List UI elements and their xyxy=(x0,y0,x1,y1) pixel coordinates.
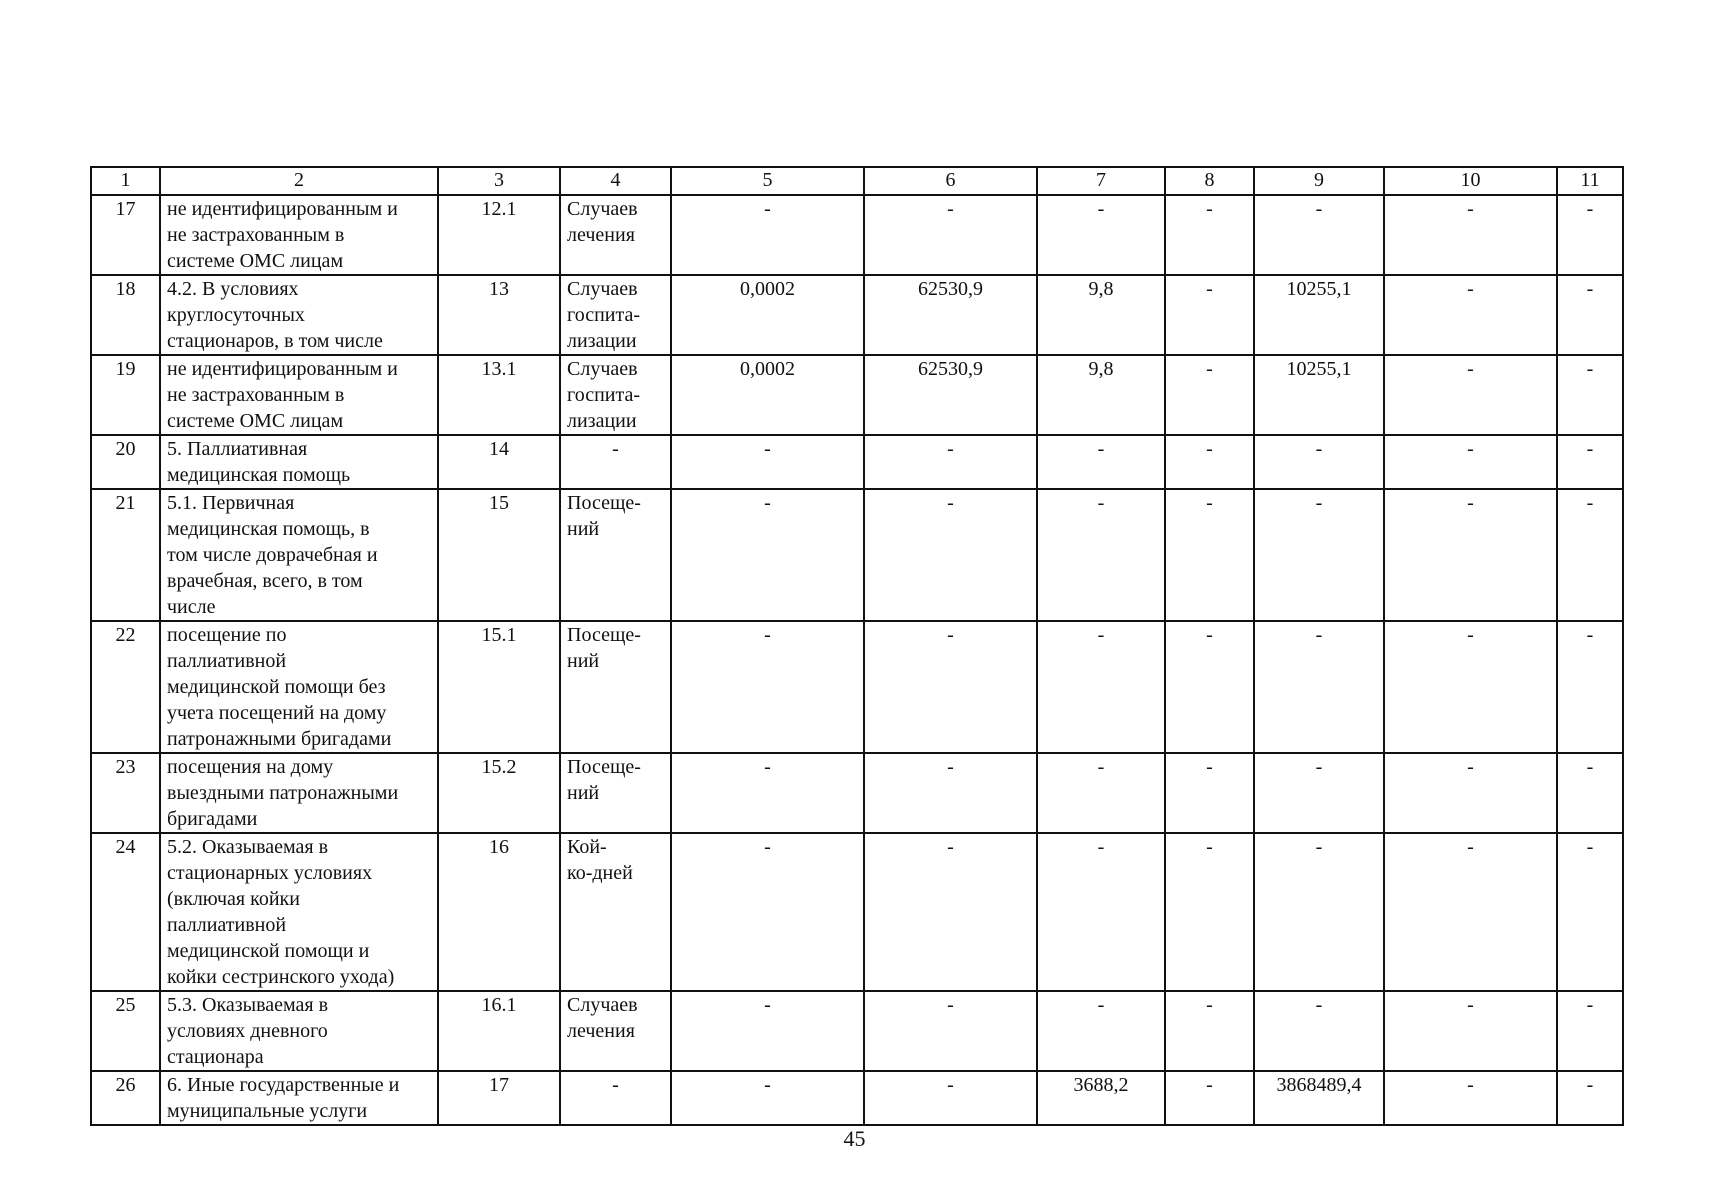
row-unit-cell-line: лизации xyxy=(567,330,637,352)
row-name-cell-line: посещение по xyxy=(167,624,287,646)
row-name-cell-line: бригадами xyxy=(167,808,258,830)
row-unit-cell-line: Посеще- xyxy=(567,756,641,778)
value-cell-9: - xyxy=(1254,195,1384,275)
row-name-cell-line: стационара xyxy=(167,1046,264,1068)
row-name-cell xyxy=(160,753,438,833)
value-cell-11: - xyxy=(1557,195,1623,275)
value-cell-8: - xyxy=(1165,1071,1254,1125)
row-name-cell-line: врачебная, всего, в том xyxy=(167,570,363,592)
table-row xyxy=(91,1071,1623,1125)
value-cell-10: - xyxy=(1384,435,1557,489)
row-unit-cell xyxy=(560,621,671,753)
row-name-cell-line: числе xyxy=(167,596,216,618)
row-number-cell: 19 xyxy=(91,355,160,435)
row-name-cell-line: системе ОМС лицам xyxy=(167,410,344,432)
row-code-cell: 15 xyxy=(438,489,560,621)
value-cell-7: - xyxy=(1037,991,1165,1071)
row-unit-cell-line: Случаев xyxy=(567,358,638,380)
value-cell-5: 0,0002 xyxy=(671,275,864,355)
value-cell-11: - xyxy=(1557,489,1623,621)
value-cell-8: - xyxy=(1165,833,1254,991)
value-cell-8: - xyxy=(1165,489,1254,621)
value-cell-6: - xyxy=(864,753,1037,833)
value-cell-11: - xyxy=(1557,621,1623,753)
column-header-7: 7 xyxy=(1037,167,1165,195)
value-cell-8: - xyxy=(1165,275,1254,355)
table-row xyxy=(91,195,1623,275)
row-name-cell-line: (включая койки xyxy=(167,888,300,910)
value-cell-10: - xyxy=(1384,991,1557,1071)
row-name-cell-line: учета посещений на дому xyxy=(167,702,387,724)
row-name-cell xyxy=(160,621,438,753)
table-row xyxy=(91,489,1623,621)
row-unit-cell-line: Посеще- xyxy=(567,624,641,646)
value-cell-8: - xyxy=(1165,355,1254,435)
value-cell-11: - xyxy=(1557,753,1623,833)
row-unit-cell: - xyxy=(560,1071,671,1125)
value-cell-9: 3868489,4 xyxy=(1254,1071,1384,1125)
row-name-cell-line: патронажными бригадами xyxy=(167,728,392,750)
row-number-cell: 17 xyxy=(91,195,160,275)
value-cell-7: - xyxy=(1037,621,1165,753)
table-row xyxy=(91,621,1623,753)
value-cell-11: - xyxy=(1557,991,1623,1071)
table-row xyxy=(91,753,1623,833)
column-header-5: 5 xyxy=(671,167,864,195)
value-cell-11: - xyxy=(1557,275,1623,355)
row-number-cell: 26 xyxy=(91,1071,160,1125)
row-unit-cell-line: ний xyxy=(567,782,600,804)
row-name-cell xyxy=(160,489,438,621)
row-unit-cell-line: ко-дней xyxy=(567,862,633,884)
value-cell-7: - xyxy=(1037,435,1165,489)
value-cell-5: - xyxy=(671,195,864,275)
column-header-3: 3 xyxy=(438,167,560,195)
value-cell-7: - xyxy=(1037,195,1165,275)
row-name-cell xyxy=(160,195,438,275)
value-cell-8: - xyxy=(1165,435,1254,489)
value-cell-9: - xyxy=(1254,991,1384,1071)
value-cell-10: - xyxy=(1384,753,1557,833)
value-cell-5: - xyxy=(671,753,864,833)
row-name-cell-line: круглосуточных xyxy=(167,304,305,326)
row-name-cell-line: 5.3. Оказываемая в xyxy=(167,994,329,1016)
row-name-cell-line: не идентифицированным и xyxy=(167,198,398,220)
row-name-cell-line: условиях дневного xyxy=(167,1020,328,1042)
value-cell-9: 10255,1 xyxy=(1254,275,1384,355)
row-unit-cell-line: лизации xyxy=(567,410,637,432)
row-name-cell-line: 5.2. Оказываемая в xyxy=(167,836,329,858)
row-name-cell xyxy=(160,355,438,435)
value-cell-9: - xyxy=(1254,753,1384,833)
row-name-cell-line: стационарных условиях xyxy=(167,862,373,884)
value-cell-11: - xyxy=(1557,833,1623,991)
value-cell-7: - xyxy=(1037,489,1165,621)
row-name-cell-line: 6. Иные государственные и xyxy=(167,1074,400,1096)
value-cell-7: - xyxy=(1037,833,1165,991)
row-name-cell-line: муниципальные услуги xyxy=(167,1100,368,1122)
row-code-cell: 15.2 xyxy=(438,753,560,833)
value-cell-8: - xyxy=(1165,195,1254,275)
value-cell-5: - xyxy=(671,833,864,991)
row-name-cell xyxy=(160,435,438,489)
column-header-11: 11 xyxy=(1557,167,1623,195)
row-number-cell: 21 xyxy=(91,489,160,621)
row-unit-cell xyxy=(560,991,671,1071)
value-cell-6: 62530,9 xyxy=(864,355,1037,435)
row-name-cell-line: выездными патронажными xyxy=(167,782,399,804)
value-cell-6: - xyxy=(864,195,1037,275)
row-code-cell: 17 xyxy=(438,1071,560,1125)
row-code-cell: 14 xyxy=(438,435,560,489)
value-cell-6: - xyxy=(864,991,1037,1071)
value-cell-10: - xyxy=(1384,275,1557,355)
row-name-cell-line: том числе доврачебная и xyxy=(167,544,378,566)
row-number-cell: 24 xyxy=(91,833,160,991)
value-cell-9: - xyxy=(1254,435,1384,489)
value-cell-10: - xyxy=(1384,833,1557,991)
row-unit-cell xyxy=(560,833,671,991)
table-row xyxy=(91,275,1623,355)
column-header-1: 1 xyxy=(91,167,160,195)
value-cell-6: - xyxy=(864,621,1037,753)
value-cell-10: - xyxy=(1384,355,1557,435)
row-name-cell-line: 5. Паллиативная xyxy=(167,438,308,460)
row-name-cell-line: медицинской помощи и xyxy=(167,940,370,962)
value-cell-7: - xyxy=(1037,753,1165,833)
value-cell-9: - xyxy=(1254,621,1384,753)
value-cell-11: - xyxy=(1557,1071,1623,1125)
row-name-cell-line: медицинской помощи без xyxy=(167,676,386,698)
row-code-cell: 12.1 xyxy=(438,195,560,275)
value-cell-5: - xyxy=(671,435,864,489)
row-unit-cell-line: госпита- xyxy=(567,384,641,406)
value-cell-8: - xyxy=(1165,991,1254,1071)
column-header-6: 6 xyxy=(864,167,1037,195)
row-name-cell-line: стационаров, в том числе xyxy=(167,330,383,352)
row-unit-cell-line: ний xyxy=(567,650,600,672)
column-header-8: 8 xyxy=(1165,167,1254,195)
value-cell-6: 62530,9 xyxy=(864,275,1037,355)
row-code-cell: 15.1 xyxy=(438,621,560,753)
row-unit-cell-line: Случаев xyxy=(567,994,638,1016)
row-unit-cell-line: Посеще- xyxy=(567,492,641,514)
row-code-cell: 13.1 xyxy=(438,355,560,435)
value-cell-10: - xyxy=(1384,621,1557,753)
row-unit-cell xyxy=(560,753,671,833)
value-cell-5: - xyxy=(671,621,864,753)
row-unit-cell xyxy=(560,355,671,435)
row-unit-cell-line: Случаев xyxy=(567,278,638,300)
row-unit-cell-line: госпита- xyxy=(567,304,641,326)
value-cell-6: - xyxy=(864,1071,1037,1125)
value-cell-5: - xyxy=(671,991,864,1071)
value-cell-9: 10255,1 xyxy=(1254,355,1384,435)
row-unit-cell-line: лечения xyxy=(567,1020,635,1042)
row-number-cell: 18 xyxy=(91,275,160,355)
table-row xyxy=(91,833,1623,991)
row-name-cell-line: не застрахованным в xyxy=(167,384,345,406)
table-body xyxy=(91,167,1623,1125)
value-cell-5: - xyxy=(671,1071,864,1125)
column-header-10: 10 xyxy=(1384,167,1557,195)
row-name-cell-line: койки сестринского ухода) xyxy=(167,966,395,988)
value-cell-10: - xyxy=(1384,195,1557,275)
value-cell-6: - xyxy=(864,435,1037,489)
value-cell-7: 3688,2 xyxy=(1037,1071,1165,1125)
table-row xyxy=(91,991,1623,1071)
value-cell-6: - xyxy=(864,489,1037,621)
row-name-cell-line: 4.2. В условиях xyxy=(167,278,299,300)
row-unit-cell xyxy=(560,195,671,275)
tariff-table xyxy=(90,166,1624,1126)
row-number-cell: 20 xyxy=(91,435,160,489)
row-number-cell: 25 xyxy=(91,991,160,1071)
row-unit-cell-line: лечения xyxy=(567,224,635,246)
page-number: 45 xyxy=(843,1126,866,1151)
column-header-2: 2 xyxy=(160,167,438,195)
row-name-cell-line: не идентифицированным и xyxy=(167,358,398,380)
value-cell-9: - xyxy=(1254,489,1384,621)
row-unit-cell: - xyxy=(560,435,671,489)
value-cell-5: 0,0002 xyxy=(671,355,864,435)
value-cell-7: 9,8 xyxy=(1037,275,1165,355)
value-cell-6: - xyxy=(864,833,1037,991)
row-number-cell: 23 xyxy=(91,753,160,833)
value-cell-9: - xyxy=(1254,833,1384,991)
row-name-cell-line: посещения на дому xyxy=(167,756,334,778)
row-name-cell-line: медицинская помощь, в xyxy=(167,518,370,540)
column-number-header-row xyxy=(91,167,1623,195)
table-row xyxy=(91,435,1623,489)
row-code-cell: 16.1 xyxy=(438,991,560,1071)
row-unit-cell-line: ний xyxy=(567,518,600,540)
value-cell-8: - xyxy=(1165,621,1254,753)
row-name-cell xyxy=(160,275,438,355)
value-cell-11: - xyxy=(1557,435,1623,489)
row-unit-cell-line: Случаев xyxy=(567,198,638,220)
value-cell-10: - xyxy=(1384,1071,1557,1125)
row-name-cell xyxy=(160,1071,438,1125)
row-name-cell xyxy=(160,833,438,991)
value-cell-7: 9,8 xyxy=(1037,355,1165,435)
table-row xyxy=(91,355,1623,435)
row-name-cell-line: паллиативной xyxy=(167,914,287,936)
row-name-cell-line: паллиативной xyxy=(167,650,287,672)
column-header-4: 4 xyxy=(560,167,671,195)
row-unit-cell-line: Кой- xyxy=(567,836,607,858)
row-code-cell: 16 xyxy=(438,833,560,991)
row-number-cell: 22 xyxy=(91,621,160,753)
row-name-cell-line: 5.1. Первичная xyxy=(167,492,295,514)
row-name-cell xyxy=(160,991,438,1071)
column-header-9: 9 xyxy=(1254,167,1384,195)
value-cell-10: - xyxy=(1384,489,1557,621)
row-name-cell-line: не застрахованным в xyxy=(167,224,345,246)
row-name-cell-line: медицинская помощь xyxy=(167,464,351,486)
value-cell-8: - xyxy=(1165,753,1254,833)
value-cell-5: - xyxy=(671,489,864,621)
row-name-cell-line: системе ОМС лицам xyxy=(167,250,344,272)
row-unit-cell xyxy=(560,489,671,621)
value-cell-11: - xyxy=(1557,355,1623,435)
row-unit-cell xyxy=(560,275,671,355)
row-code-cell: 13 xyxy=(438,275,560,355)
